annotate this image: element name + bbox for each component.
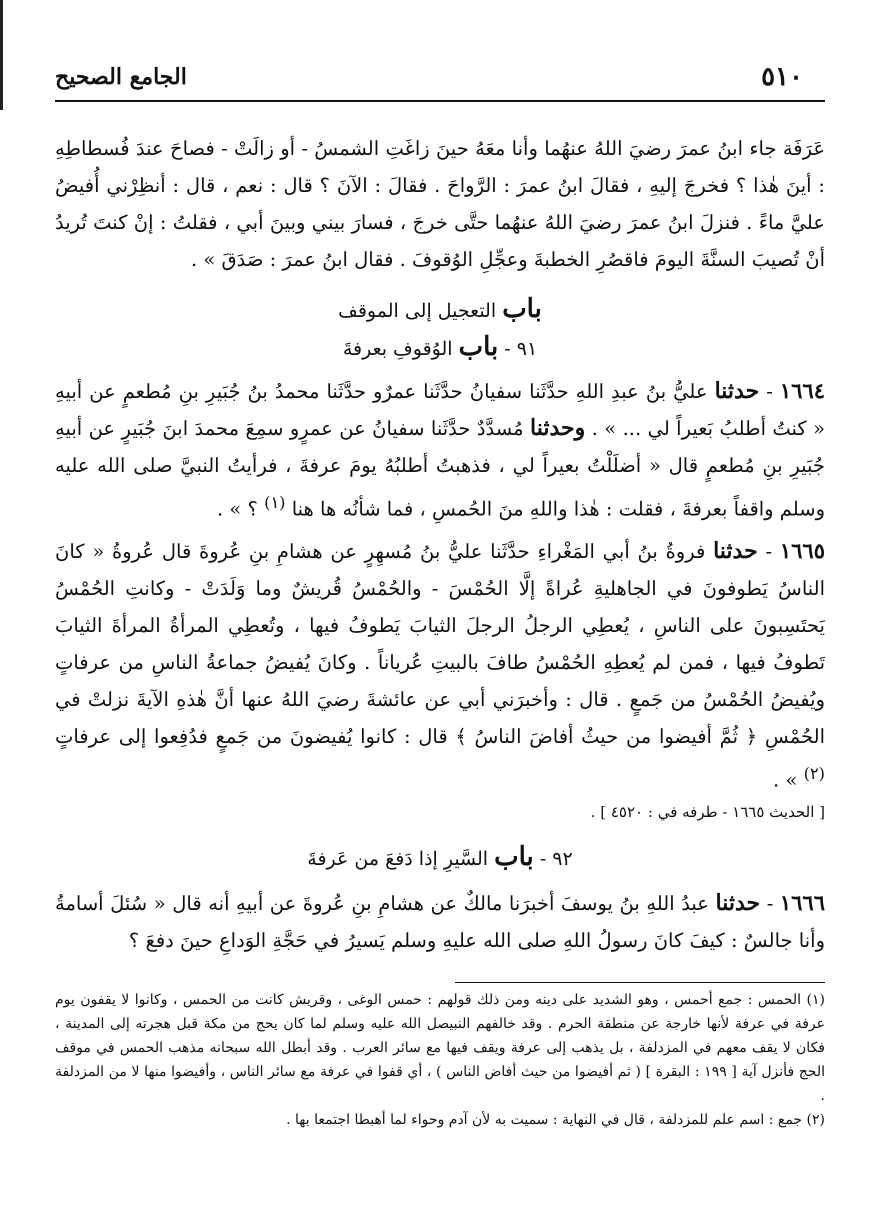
footnotes bbox=[55, 988, 825, 1132]
haddathana-mark: حدثنا bbox=[713, 537, 758, 564]
chapter-number: ٩٢ - bbox=[539, 848, 573, 870]
bab-keyword: باب bbox=[494, 842, 534, 872]
page-number: ٥١٠ bbox=[761, 62, 803, 92]
bab-keyword: باب bbox=[502, 294, 542, 324]
hadith-end: ؟ » . bbox=[217, 497, 258, 521]
hadith-1666: ١٦٦٦ - حدثنا عبدُ اللهِ بنُ يوسفَ أخبرَنا مالكٌ عن هشامِ بنِ عُروةَ عن أبيهِ أنه قال « سُئلَ أسامةُ وأنا جالسٌ : كيفَ كانَ رسولُ اللهِ صلى الله عليهِ وسلم يَسيرُ في حَجَّةِ الوَداعِ حينَ دفعَ ؟ bbox=[55, 890, 825, 952]
footnote-1: (١) الحمس : جمع أحمس ، وهو الشديد على دينه ومن ذلك قولهم : حمس الوغى ، وقريش كانت من الحمس ، وكانوا لا يقفون يوم عرفة في عرفة لأنها خارجة عن منطقة الحرم . وقد خالفهم النبيصل الله عليه وسلم لما كان يحج من مكة قبل هجرته إلى المدينة ، فكان لا يقف معهم في المزدلفة ، بل يذهب إلى عرفة ويقف فيها مع سائر العرب . وقد أبطل الله سبحانه مذهب الحمس في موقف الحج فأنزل آية [ ١٩٩ : البقرة ] ( ثم أفيضوا من حيث أفاض الناس ) ، أي قفوا في عرفة مع سائر الناس ، وأفيضوا منها لا من المزدلفة . bbox=[55, 992, 825, 1104]
running-header bbox=[55, 58, 803, 98]
haddathana-mark: حدثنا bbox=[530, 415, 575, 441]
chapter-title: الوُقوفِ بعرفةَ bbox=[342, 338, 453, 360]
haddathana-mark: حدثنا bbox=[714, 378, 760, 404]
hadith-1665: ١٦٦٥ - حدثنا فروةُ بنُ أبي المَغْراءِ حدَّثَنا عليُّ بنُ مُسهِرٍ عن هشامِ بنِ عُروةَ قال عُروةُ « كانَ الناسُ يَطوفونَ في الجاهليةِ عُراةً إلَّا الحُمْسَ - والحُمْسُ قُريشٌ وما وَلَدَتْ - وكانتِ الحُمْسُ يَحتَسِبونَ على الناسِ ، يُعطِي الرجلُ الرجلَ الثيابَ يَطوفُ فيها ، وتُعطِي المرأةُ المرأةَ الثيابَ تَطوفُ فيها ، فمن لم يُعطِهِ الحُمْسُ طافَ بالبيتِ عُرياناً . وكانَ يُفيضُ جماعةُ الناسِ من عرفاتٍ ويُفيضُ الحُمْسُ من جَمعٍ . قال : وأخبرَني أبي عن عائشةَ رضيَ اللهُ عنها أنَّ هٰذهِ الآيةَ نزلتْ في الحُمْسِ ﴿ ثُمَّ أفيضوا من حيثُ أفاضَ الناسُ ﴾ قال : كانوا يُفيضونَ من جَمعٍ فدُفِعوا إلى عرفاتٍ $^{(٢)}$ » . bbox=[55, 537, 825, 791]
haddathana-mark: حدثنا bbox=[715, 890, 761, 916]
main-text bbox=[55, 130, 825, 959]
hadith-text: عبدُ اللهِ بنُ يوسفَ أخبرَنا مالكٌ عن هشامِ بنِ عُروةَ عن أبيهِ أنه قال « سُئلَ أسامةُ وأنا جالسٌ : كيفَ كانَ رسولُ اللهِ صلى الله عليهِ وسلم يَسيرُ في حَجَّةِ الوَداعِ حينَ دفعَ ؟ bbox=[55, 892, 825, 952]
hadith-1664: ١٦٦٤ - حدثنا عليُّ بنُ عبدِ اللهِ حدَّثَنا سفيانُ حدَّثَنا عمرٌو حدَّثَنا محمدُ بنُ جُبَيرِ بنِ مُطعمٍ عن أبيهِ « كنتُ أطلبُ بَعيراً لي ... » . وحدثنا مُسدَّدٌ حدَّثَنا سفيانُ عن عمرٍو سمِعَ محمدَ ابنَ جُبَيرٍ عن أبيهِ جُبَيرِ بنِ مُطعمٍ قال « أضلَلْتُ بعيراً لي ، فذهبتُ أطلبُهُ يومَ عرفةَ ، فرأيتُ النبيَّ صلى الله عليه وسلم واقفاً بعرفةَ ، فقلت : هٰذا واللهِ منَ الحُمسِ ، فما شأنُه ها هنا $^{(١)}$ ؟ » . bbox=[55, 378, 826, 521]
footnote-2: (٢) جمع : اسم علم للمزدلفة ، قال في النهاية : سميت به لأن آدم وحواء لما أهبطا اجتمعا بها . bbox=[286, 1112, 825, 1128]
hadith-cross-reference: [ الحديث ١٦٦٥ - طرفه في : ٤٥٢٠ ] . bbox=[590, 803, 825, 821]
hadith-text: فروةُ بنُ أبي المَغْراءِ حدَّثَنا عليُّ بنُ مُسهِرٍ عن هشامِ بنِ عُروةَ قال عُروةُ « كانَ الناسُ يَطوفونَ في الجاهليةِ عُراةً إلَّا الحُمْسَ - والحُمْسُ قُريشٌ وما وَلَدَتْ - وكانتِ الحُمْسُ يَحتَسِبونَ على الناسِ ، يُعطِي الرجلُ الرجلَ الثيابَ يَطوفُ فيها ، وتُعطِي المرأةُ المرأةَ الثيابَ تَطوفُ فيها ، فمن لم يُعطِهِ الحُمْسُ طافَ بالبيتِ عُرياناً . وكانَ يُفيضُ جماعةُ الناسِ من عرفاتٍ ويُفيضُ الحُمْسُ من جَمعٍ . قال : وأخبرَني أبي عن عائشةَ رضيَ اللهُ عنها أنَّ هٰذهِ الآيةَ نزلتْ في الحُمْسِ ﴿ ثُمَّ أفيضوا من حيثُ أفاضَ الناسُ ﴾ قال : كانوا يُفيضونَ من جَمعٍ فدُفِعوا إلى عرفاتٍ bbox=[55, 539, 825, 748]
footnote-divider bbox=[455, 982, 825, 983]
chapter-title: السَّيرِ إذا دَفعَ من عَرفةَ bbox=[307, 848, 489, 870]
hadith-number: ١٦٦٥ bbox=[779, 537, 825, 563]
footnote-ref: (٢) bbox=[803, 763, 825, 783]
waw-mark: و bbox=[574, 415, 586, 441]
hadith-text: مُسدَّدٌ حدَّثَنا سفيانُ عن عمرٍو سمِعَ محمدَ ابنَ جُبَيرٍ عن أبيهِ جُبَيرِ بنِ مُطعمٍ قال « أضلَلْتُ بعيراً لي ، فذهبتُ أطلبُهُ يومَ عرفةَ ، فرأيتُ النبيَّ صلى الله عليه وسلم واقفاً بعرفةَ ، فقلت : هٰذا واللهِ منَ الحُمسِ ، فما شأنُه ها هنا bbox=[55, 417, 825, 521]
chapter-heading-92 bbox=[55, 840, 825, 876]
bab-keyword: باب bbox=[458, 332, 499, 362]
chapter-title: التعجيل إلى الموقف bbox=[338, 300, 497, 322]
footnote-ref: (١) bbox=[264, 493, 286, 512]
chapter-number: ٩١ - bbox=[504, 338, 538, 360]
hadith-end: » . bbox=[773, 768, 798, 791]
intro-paragraph: عَرَفَة جاء ابنُ عمرَ رضيَ اللهُ عنهُما وأنا معَهُ حينَ زاغَتِ الشمسُ - أو زالَتْ - فصاحَ عندَ فُسطاطِهِ : أينَ هٰذا ؟ فخرجَ إليهِ ، فقالَ ابنُ عمرَ : الرَّواحَ . فقالَ : الآنَ ؟ قال : نعم ، قال : أنظِرْني أُفيضُ عليَّ ماءً . فنزلَ ابنُ عمرَ رضيَ اللهُ عنهُما حتَّى خرجَ ، فسارَ بيني وبينَ أبي ، فقلتُ : إنْ كنتَ تُريدُ أنْ تُصيبَ السنَّةَ اليومَ فاقصُرِ الخطبةَ وعجِّلِ الوُقوفَ . فقال ابنُ عمرَ : صَدَقَ » . bbox=[55, 137, 825, 271]
hadith-number: ١٦٦٦ bbox=[779, 890, 825, 915]
chapter-heading-haste bbox=[55, 292, 825, 328]
header-divider bbox=[55, 100, 825, 102]
book-title: الجامع الصحيح bbox=[55, 64, 187, 90]
chapter-heading-91 bbox=[55, 330, 825, 366]
hadith-number: ١٦٦٤ bbox=[779, 378, 825, 403]
hadith-text: عليُّ بنُ عبدِ اللهِ حدَّثَنا سفيانُ حدَّثَنا عمرٌو حدَّثَنا محمدُ بنُ جُبَيرِ بنِ مُطعمٍ عن أبيهِ « كنتُ أطلبُ بَعيراً لي ... » . bbox=[55, 380, 826, 440]
page-edge-shadow bbox=[0, 0, 3, 110]
